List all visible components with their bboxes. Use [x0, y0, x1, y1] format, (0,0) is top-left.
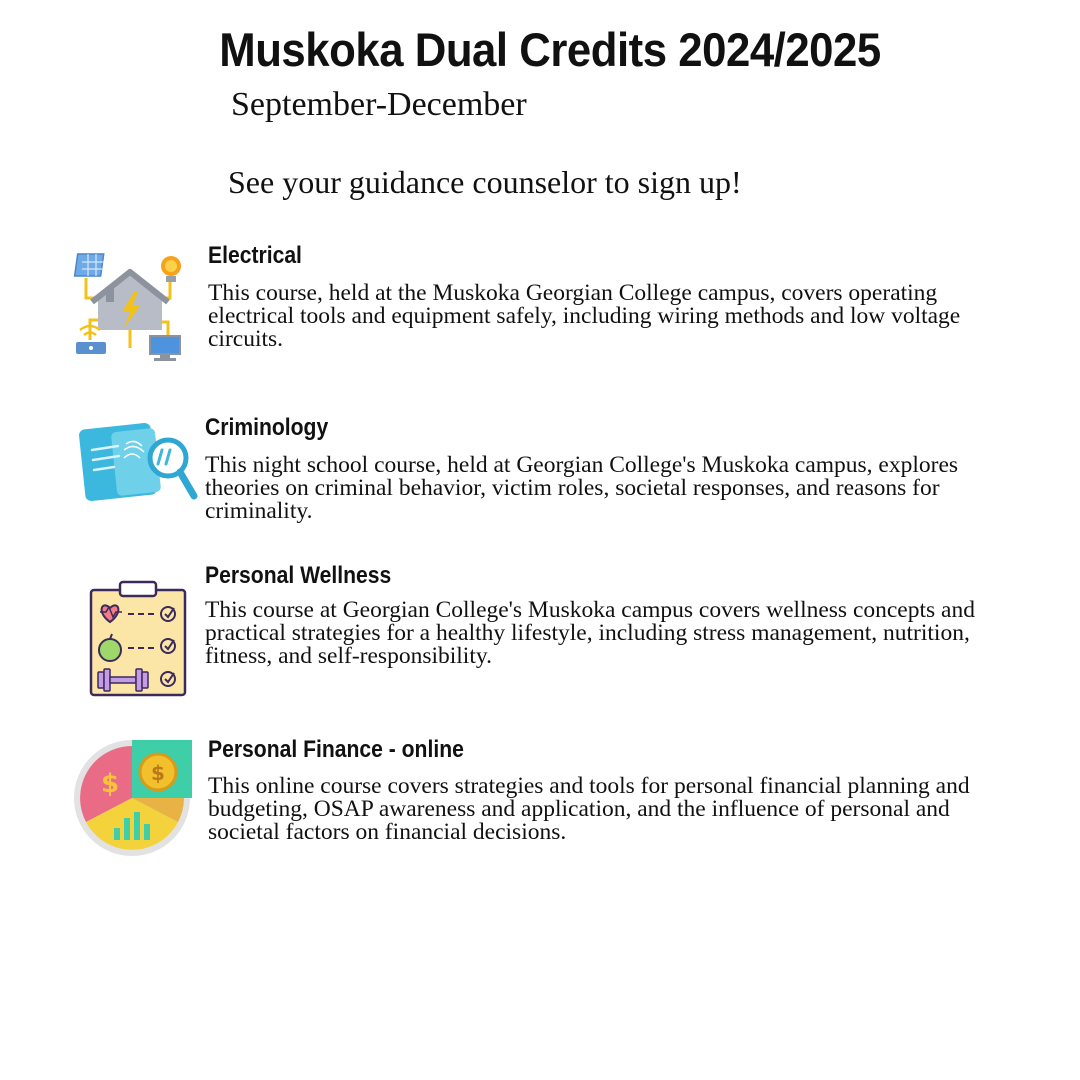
course-title: Personal Wellness [205, 562, 392, 589]
course-title: Electrical [208, 242, 302, 269]
signup-instruction: See your guidance counselor to sign up! [228, 164, 742, 200]
finance-pie-chart-icon [74, 736, 194, 856]
term-subtitle: September-December [231, 86, 527, 123]
course-title: Criminology [205, 414, 329, 441]
wellness-checklist-icon [88, 578, 188, 698]
fingerprint-magnifier-icon [74, 420, 198, 504]
svg-text:$: $ [151, 761, 165, 785]
svg-text:$: $ [100, 769, 120, 799]
course-title: Personal Finance - online [208, 736, 464, 763]
page-title: Muskoka Dual Credits 2024/2025 [219, 23, 881, 76]
course-description: This course, held at the Muskoka Georgian College campus, covers operating electrical tools and equipment safely, including wiring methods and low voltage circuits. [208, 280, 961, 352]
course-description: This course at Georgian College's Muskoka campus covers wellness concepts and practical strategies for a healthy lifestyle, including stress management, nutrition, fitness, and self-responsibility. [205, 597, 975, 669]
course-description: This night school course, held at Georgian College's Muskoka campus, explores theories on criminal behavior, victim roles, societal responses, and reasons for criminality. [205, 452, 959, 524]
course-description: This online course covers strategies and tools for personal financial planning and budgeting, OSAP awareness and application, and the influence of personal and societal factors on financial decisions. [208, 773, 970, 845]
smart-home-electrical-icon [72, 250, 190, 362]
